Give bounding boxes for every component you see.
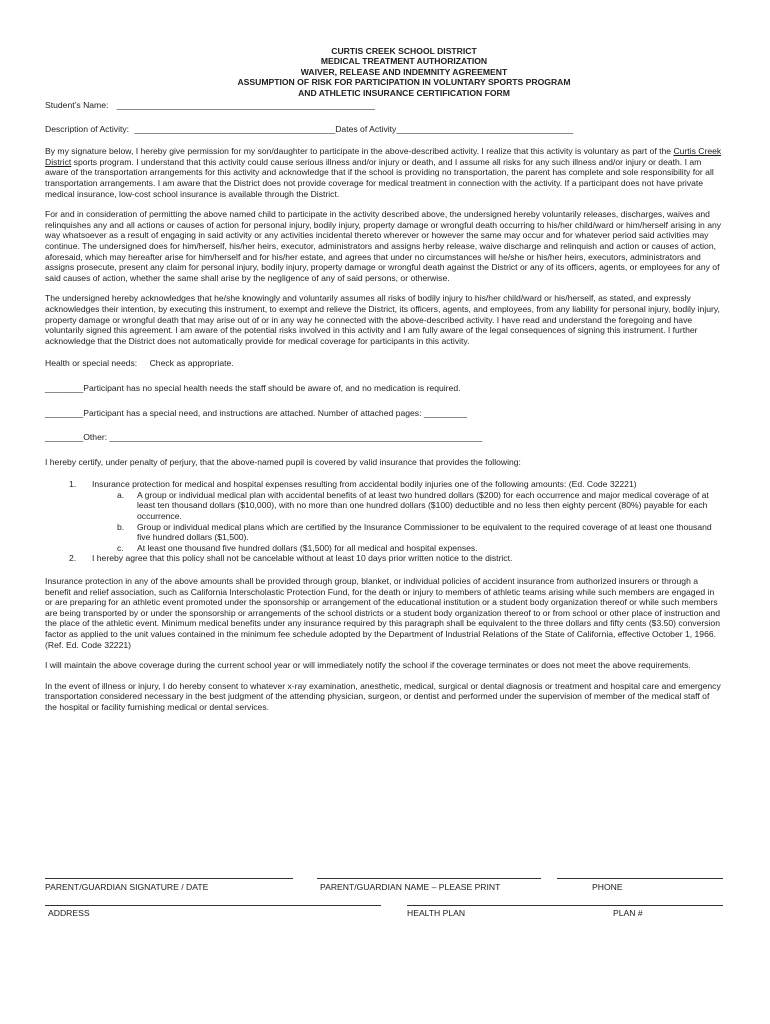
activity-row [45, 124, 723, 135]
health-option-special-need[interactable]: ________Participant has a special need, and instructions are attached. Number of attached pages: _________ [45, 407, 467, 418]
student-name-row [45, 100, 723, 111]
health-option-no-needs[interactable]: ________Participant has no special health needs the staff should be aware of, and no medication is required. [45, 382, 461, 393]
activity-label: Description of Activity: [45, 123, 130, 134]
permission-paragraph: By my signature below, I hereby give permission for my son/daughter to participate in the above-described activity. I realize that this activity is voluntary as part of the Curtis Creek District sports program. I understand that this activity could cause serious illness and/or injury or death, and I assume all risks for any such illness and/or injury or death. I am aware of the transportation arrangements for this activity and acknowledge that if the school is providing no transportation, the parent has complete and sole responsibility for all transportation arrangements. I am aware that the District does not provide coverage for medical treatment in connection with the activity. If a participant does not have private medical insurance, low-cost school insurance is available through the District. [45, 146, 722, 199]
phone-line[interactable] [557, 878, 723, 879]
acknowledgement-paragraph: The undersigned hereby acknowledges that he/she knowingly and voluntarily assumes all risks of bodily injury to his/her child/ward or his/herself, as stated, and expressly acknowledges their intention, by executing this instrument, to exempt and relieve the District, its officers, agents, and employees, from any liability for personal injury, bodily injury, property damage or wrongful death that may arise out of or in any way he connected with the above-described activity. I have read and understand the foregoing and have voluntarily signed this agreement. I am aware of the potential risks involved in this activity and I am fully aware of the legal consequences of signing this instrument. I further acknowledge that the District does not automatically provide for medical coverage for participants in this activity. [45, 293, 720, 346]
phone-label: PHONE [592, 882, 623, 892]
form-title-4: AND ATHLETIC INSURANCE CERTIFICATION FORM [298, 87, 510, 98]
form-header [85, 46, 723, 98]
form-title-3: ASSUMPTION OF RISK FOR PARTICIPATION IN VOLUNTARY SPORTS PROGRAM [237, 77, 571, 88]
health-plan-label: HEALTH PLAN [407, 908, 466, 918]
address-line[interactable] [45, 905, 381, 906]
coverage-paragraph: I will maintain the above coverage during the current school year or will immediately notify the school if the coverage terminates or does not meet the above requirements. [45, 660, 691, 671]
waiver-form [45, 46, 723, 713]
certify-statement: I hereby certify, under penalty of perjury, that the above-named pupil is covered by valid insurance that provides the following: [45, 456, 521, 467]
dates-label: Dates of Activity [335, 123, 397, 134]
parent-name-line[interactable] [317, 878, 541, 879]
health-needs-instruction: Check as appropriate. [149, 358, 234, 369]
dates-field[interactable]: _____________________________________ [396, 123, 574, 134]
health-needs-label: Health or special needs: [45, 358, 138, 369]
parent-name-label: PARENT/GUARDIAN NAME – PLEASE PRINT [320, 882, 501, 892]
form-title-1: MEDICAL TREATMENT AUTHORIZATION [320, 56, 488, 67]
plan-number-label: PLAN # [613, 908, 643, 918]
list-item: 1. Insurance protection for medical and hospital expenses resulting from accidental bodily injuries one of the following amounts: (Ed. Code 32221) [69, 479, 637, 490]
list-subitem: b. Group or individual medical plans which are certified by the Insurance Commissioner to be equivalent to the required coverage of at least one thousand five hundred dollars ($1,500). [117, 521, 712, 543]
consent-paragraph: In the event of illness or injury, I do hereby consent to whatever x-ray examination, anesthetic, medical, surgical or dental diagnosis or treatment and hospital care and emergency transportation considered necessary in the best judgment of the attending physician, surgeon, or dentist and performed under the supervision of member of the medical staff of the hospital or facility furnishing medical or dental services. [45, 680, 721, 712]
insurance-paragraph: Insurance protection in any of the above amounts shall be provided through group, blanket, or individual policies of accident insurance from authorized insurers or through a benefit and relief association, such as California Interscholastic Protection Fund, for the death or injury to members of athletic teams arising while such members are engaged in or are preparing for an athletic event promoted under the sponsorship or arrangement of the educational institution or a student body organization thereof or while such members are being transported by or under the sponsorship or arrangements of the school districts or a student body organization thereof to or from school or other place of instruction and the place of the athletic event. Minimum medical benefits under any insurance required by this paragraph shall be equivalent to the three dollars and fifty cents ($3.50) conversion factor as applied to the unit values contained in the minimum fee schedule adopted by the Department of Industrial Relations of the State of California, effective October 1, 1966. (Ref. Ed. Code 32221) [45, 576, 720, 650]
student-name-label: Student’s Name: [45, 100, 109, 111]
address-label: ADDRESS [48, 908, 90, 918]
list-subitem: c. At least one thousand five hundred dollars ($1,500) for all medical and hospital expenses. [117, 542, 478, 553]
form-title-2: WAIVER, RELEASE AND INDEMNITY AGREEMENT [300, 66, 508, 77]
parent-signature-label: PARENT/GUARDIAN SIGNATURE / DATE [45, 882, 209, 892]
student-name-field[interactable]: ______________________________________________________ [116, 100, 375, 111]
district-link: Curtis Creek District [45, 146, 722, 167]
parent-signature-line[interactable] [45, 878, 293, 879]
list-item: 2. I hereby agree that this policy shall not be cancelable without at least 10 days prior written notice to the district. [69, 553, 513, 564]
release-paragraph: For and in consideration of permitting the above named child to participate in the activity described above, the undersigned hereby voluntarily releases, discharges, waives and relinquishes any and all actions or causes of action for personal injury, bodily injury, property damage or wrongful death occurring to his/her child/ward or him/herself arising in any way whatsoever as a result of engaging in said activity or any activities incidental thereto wherever or however the same may occur and for whatever period said activities may continue. The undersigned does for him/herself, his/her heirs, executor, administrators and assigns herby release, waive discharge and relinquish and action or causes of action, aforesaid, which may hereafter arise for him/herself and for his/her estate, and agrees that under no circumstances will he/she or his/her heirs, executors, administrators and assigns prosecute, present any claim for personal injury, bodily injury, property damage or wrongful death against the District or any of its officers, agents, or employees for any of said causes of action, whether the same shall arise by the negligence of any of said persons, or otherwise. [45, 209, 722, 283]
district-title: CURTIS CREEK SCHOOL DISTRICT [331, 46, 477, 56]
insurance-list [65, 479, 723, 564]
list-subitem: a. A group or individual medical plan with accidental benefits of at least two hundred dollars ($200) for each occurrence and major medical coverage of at least ten thousand dollars ($10,000), with no more than one hundred dollars ($100) deductible and no less then eighty percent (80%) payable for each occurrence. [117, 489, 709, 522]
health-needs-row [45, 358, 723, 369]
health-option-other[interactable]: ________Other: ______________________________________________________________________________ [45, 432, 483, 443]
activity-field[interactable]: __________________________________________ [134, 123, 336, 134]
health-plan-line[interactable] [407, 905, 723, 906]
